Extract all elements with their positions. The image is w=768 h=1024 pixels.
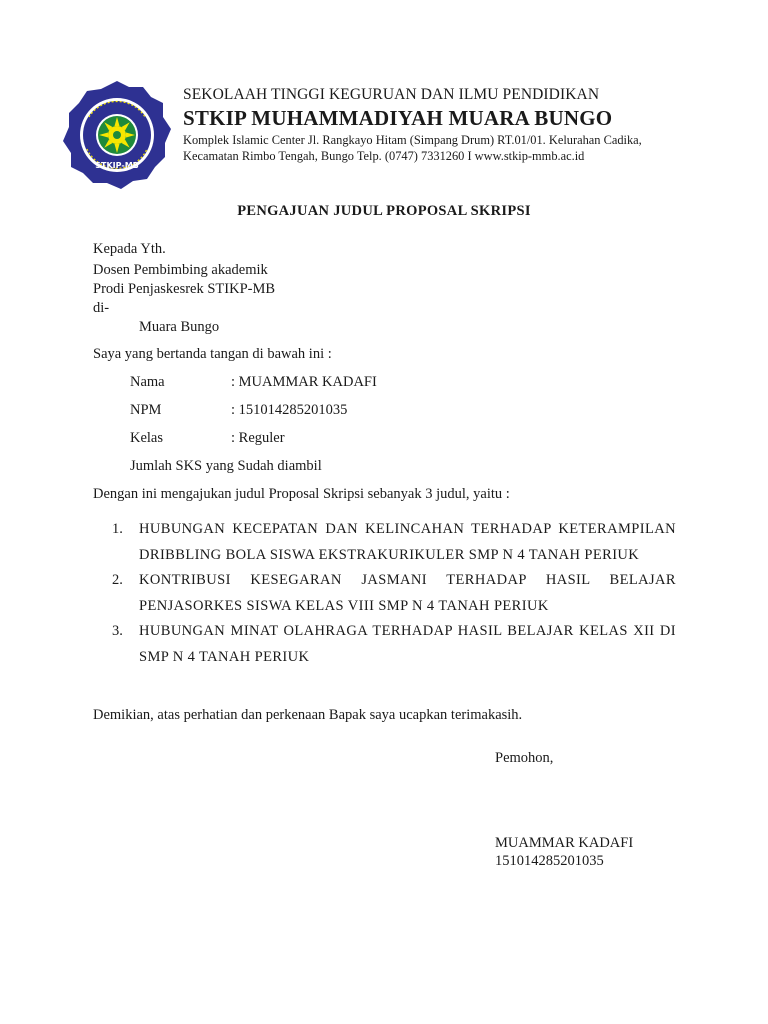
signature-name: MUAMMAR KADAFI [495, 835, 634, 851]
recipient-city: Muara Bungo [139, 319, 220, 335]
recipient-program: Prodi Penjaskesrek STIKP-MB [93, 281, 276, 297]
proposal-intro: Dengan ini mengajukan judul Proposal Skripsi sebanyak 3 judul, yaitu : [93, 486, 510, 502]
recipient-position: Dosen Pembimbing akademik [93, 262, 268, 278]
npm-value: : 151014285201035 [231, 402, 348, 418]
recipient-di: di- [93, 300, 110, 316]
institution-address-line1: Komplek Islamic Center Jl. Rangkayo Hitam (Simpang Drum) RT.01/01. Kelurahan Cadika, [183, 133, 642, 147]
proposal-title: KONTRIBUSI KESEGARAN JASMANI TERHADAP HASIL BELAJAR PENJASORKES SISWA KELAS VIII SMP N 4 TANAH PERIUK [139, 572, 676, 614]
proposal-number: 1. [112, 521, 123, 537]
closing-text: Demikian, atas perhatian dan perkenaan Bapak saya ucapkan terimakasih. [93, 707, 523, 723]
logo-label: STKIP-MB [95, 161, 139, 170]
nama-label: Nama [130, 374, 165, 390]
signature-label: Pemohon, [495, 750, 554, 766]
proposal-item [112, 619, 676, 670]
npm-label: NPM [130, 402, 162, 418]
proposal-list [112, 517, 676, 670]
kelas-label: Kelas [130, 430, 164, 446]
proposal-item [112, 517, 676, 568]
proposal-number: 3. [112, 623, 123, 639]
kelas-value: : Reguler [231, 430, 285, 446]
signature-npm: 151014285201035 [495, 853, 604, 869]
institution-address-line2: Kecamatan Rimbo Tengah, Bungo Telp. (0747) 7331260 I www.stkip-mmb.ac.id [183, 149, 585, 163]
intro-text: Saya yang bertanda tangan di bawah ini : [93, 346, 332, 362]
nama-value: : MUAMMAR KADAFI [231, 374, 377, 390]
recipient-salutation: Kepada Yth. [93, 241, 166, 257]
proposal-item [112, 568, 676, 619]
institution-logo [62, 80, 172, 190]
institution-name: STKIP MUHAMMADIYAH MUARA BUNGO [183, 106, 613, 130]
proposal-number: 2. [112, 572, 123, 588]
sks-label: Jumlah SKS yang Sudah diambil [130, 458, 322, 474]
document-title: PENGAJUAN JUDUL PROPOSAL SKRIPSI [237, 203, 531, 219]
institution-type: SEKOLAAH TINGGI KEGURUAN DAN ILMU PENDIDIKAN [183, 86, 600, 103]
proposal-title: HUBUNGAN KECEPATAN DAN KELINCAHAN TERHADAP KETERAMPILAN DRIBBLING BOLA SISWA EKSTRAKURIKULER SMP N 4 TANAH PERIUK [139, 521, 676, 563]
proposal-title: HUBUNGAN MINAT OLAHRAGA TERHADAP HASIL BELAJAR KELAS XII DI SMP N 4 TANAH PERIUK [139, 623, 676, 665]
